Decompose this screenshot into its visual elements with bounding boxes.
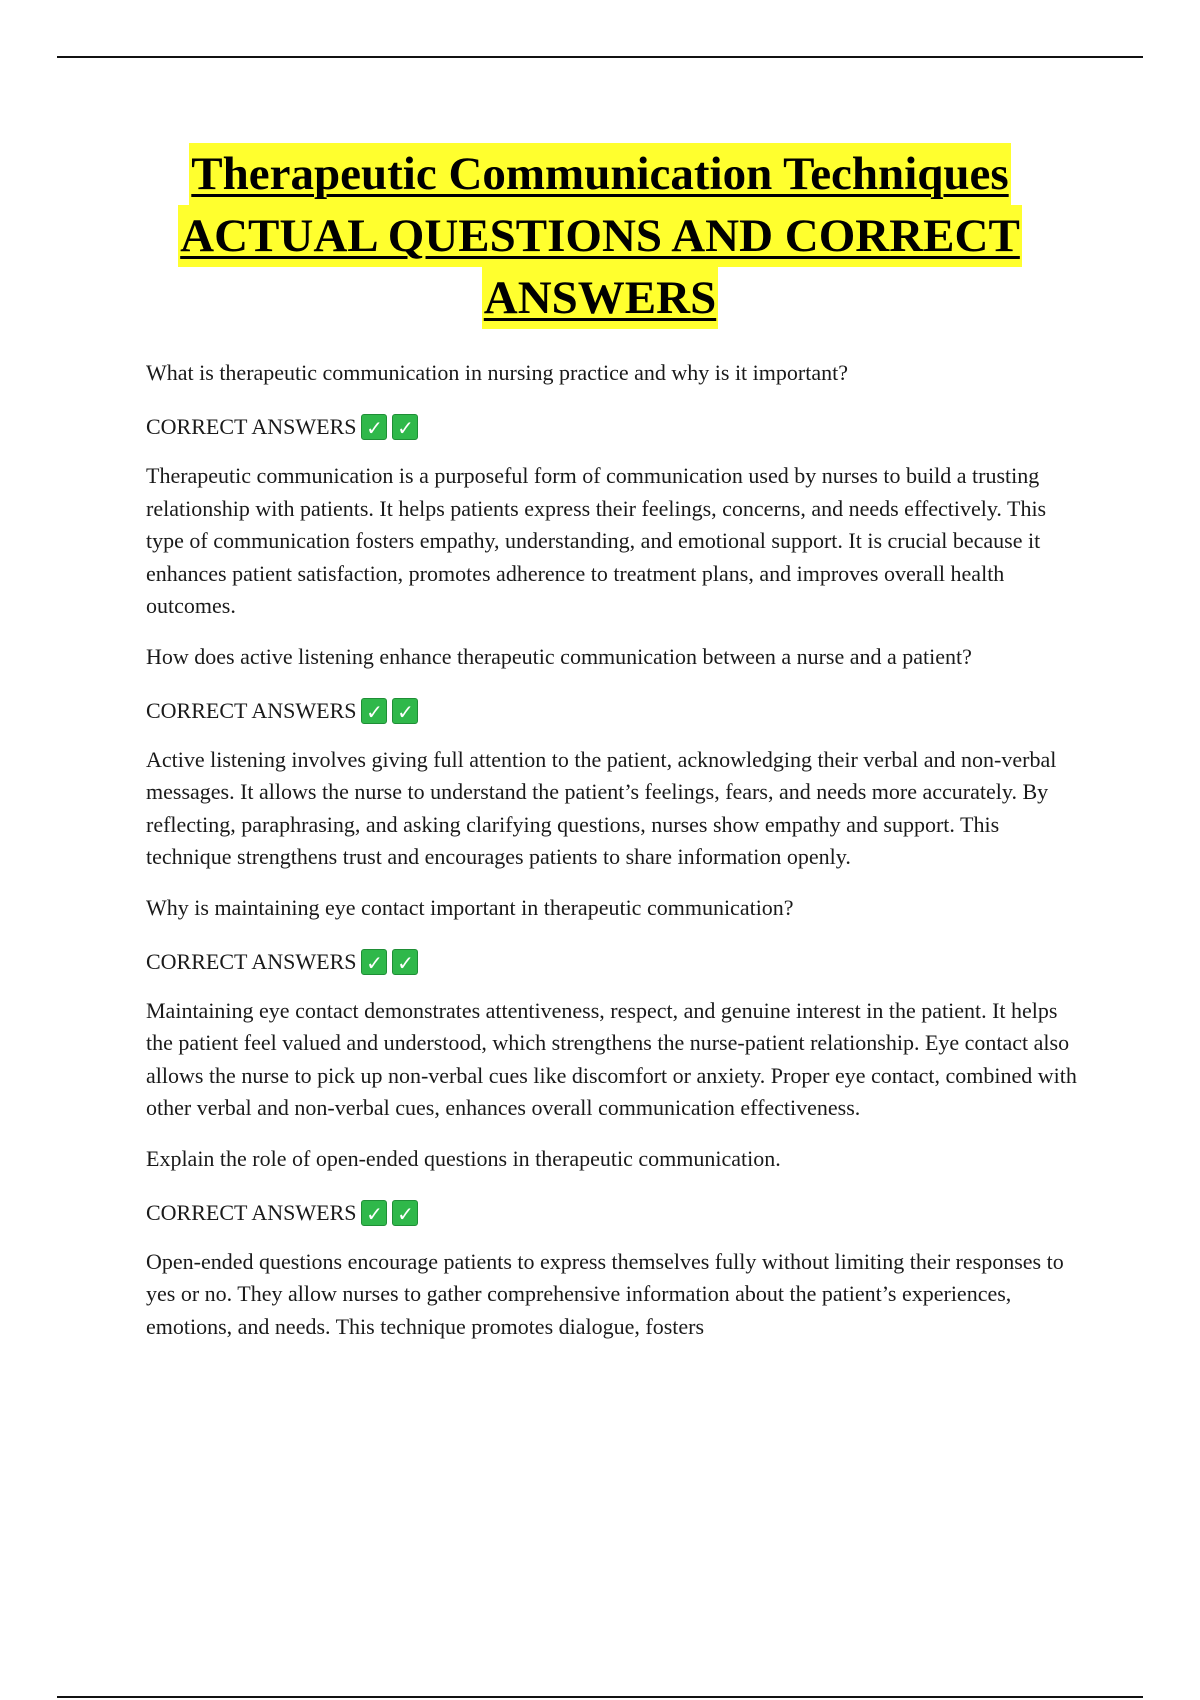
title-line-1: Therapeutic Communication Techniques: [189, 143, 1010, 205]
checkmark-icon: ✓: [361, 1200, 387, 1226]
answer-label-2: [146, 695, 1086, 727]
answer-label-4: [146, 1197, 1086, 1229]
answer-label-text: CORRECT ANSWERS: [146, 697, 357, 723]
answer-label-3: [146, 946, 1086, 978]
checkmark-icon: ✓: [392, 698, 418, 724]
checkmark-icon: ✓: [361, 414, 387, 440]
question-3: Why is maintaining eye contact important in therapeutic communication?: [146, 894, 794, 920]
title-line-2: ACTUAL QUESTIONS AND CORRECT: [178, 205, 1022, 267]
checkmark-icon: ✓: [392, 1200, 418, 1226]
answer-label-text: CORRECT ANSWERS: [146, 1199, 357, 1225]
checkmark-icon: ✓: [392, 414, 418, 440]
footer-rule: [57, 1696, 1143, 1698]
question-2: How does active listening enhance therapeutic communication between a nurse and a patient?: [146, 643, 972, 669]
question-1: What is therapeutic communication in nursing practice and why is it important?: [146, 360, 848, 385]
question-4: Explain the role of open-ended questions in therapeutic communication.: [146, 1145, 781, 1171]
answer-label-1: [146, 411, 1086, 443]
checkmark-icon: ✓: [361, 949, 387, 975]
checkmark-icon: ✓: [392, 949, 418, 975]
qa-content: [146, 357, 1086, 1361]
answer-3: Maintaining eye contact demonstrates attentiveness, respect, and genuine interest in the patient. It helps the patient feel valued and understood, which strengthens the nurse-patient relationship. Eye contact also allows the nurse to pick up non-verbal cues like discomfort or anxiety. Proper eye contact, combined with other verbal and non-verbal cues, enhances overall communication effectiveness.: [146, 997, 1077, 1120]
answer-label-text: CORRECT ANSWERS: [146, 948, 357, 974]
answer-label-text: CORRECT ANSWERS: [146, 414, 357, 439]
answer-4: Open-ended questions encourage patients to express themselves fully without limiting their responses to yes or no. They allow nurses to gather comprehensive information about the patient’s experiences, emotions, and needs. This technique promotes dialogue, fosters: [146, 1248, 1064, 1339]
answer-2: Active listening involves giving full attention to the patient, acknowledging their verbal and non-verbal messages. It allows the nurse to understand the patient’s feelings, fears, and needs more accurately. By reflecting, paraphrasing, and asking clarifying questions, nurses show empathy and support. This technique strengthens trust and encourages patients to share information openly.: [146, 746, 1057, 869]
header-rule: [57, 56, 1143, 58]
answer-1: Therapeutic communication is a purposeful form of communication used by nurses to build a trusting relationship with patients. It helps patients express their feelings, concerns, and needs effectively. This type of communication fosters empathy, understanding, and emotional support. It is crucial because it enhances patient satisfaction, promotes adherence to treatment plans, and improves overall health outcomes.: [146, 463, 1047, 618]
checkmark-icon: ✓: [361, 698, 387, 724]
title-line-3: ANSWERS: [482, 267, 718, 329]
document-title: [100, 143, 1100, 329]
